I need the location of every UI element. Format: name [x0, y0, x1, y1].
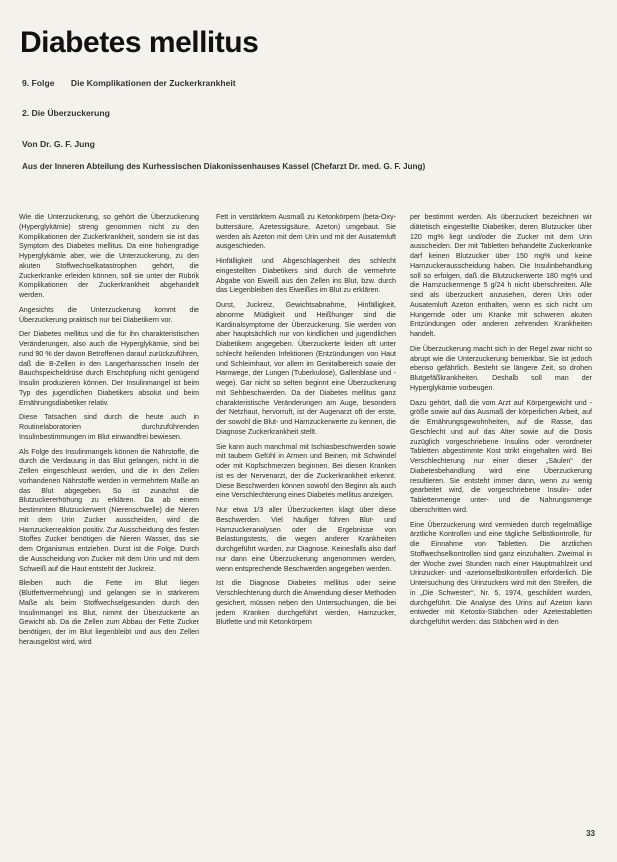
- paragraph: Fett in verstärktem Ausmaß zu Ketonkörpern (beta-Oxy-buttersäure, Azetessigsäure, Azeton) umgebaut. Sie werden als Azeton mit dem Urin und mit der Ausatemluft ausgeschieden.: [216, 213, 396, 251]
- author-line: Von Dr. G. F. Jung: [22, 139, 95, 149]
- paragraph: Der Diabetes mellitus und die für ihn charakteristischen Veränderungen, also auch die Hyperglykämie, sind bei rund 90 % der davon Betroffenen darauf zurückzuführen, daß die B-Zellen in den Langerhansschen Inseln der Bauchspeicheldrüse durch Erschöpfung nicht genügend Insulin produzieren können. Der Insulinmangel ist beim Typ des jugendlichen Diabetikers absolut und beim Ernährungsdiabetiker relativ.: [19, 330, 199, 407]
- paragraph: Dazu gehört, daß die vom Arzt auf Körpergewicht und -größe sowie auf das Ausmaß der körperlichen Arbeit, auf die Ernährungsgewohnheiten, auf die Rasse, das Geschlecht und auf das Alter sowie auf die Dosis zuzüglich vorgeschriebene Insulins oder verordneter Tabletten abgestimmte Kost strikt eingehalten wird. Bei Verschlechterung nur einer dieser „Säulen“ der Diabetesbehandlung wird eine Überzuckerung resultieren. Sie entsteht immer dann, wenn zu wenig gearbeitet wird, die vorgeschriebene Insulin- oder Tablettenmenge unter- und die Nahrungsmenge überschritten wird.: [410, 398, 592, 514]
- paragraph: Diese Tatsachen sind durch die heute auch in Routinelaboratorien durchzuführenden Insulinbestimmungen im Blut einwandfrei bewiesen.: [19, 413, 199, 441]
- series-line: [22, 78, 236, 88]
- paragraph: Bleiben auch die Fette im Blut liegen (Blutfettvermehrung) und gelangen sie in stärkerem Maße als beim Stoffwechselgesunden durch den Insulinmangel ins Blut, nimmt der Überzuckerte an Gewicht ab. Da die Zellen zum Abbau der Fette Zucker benötigen, der im Blut liegenbleibt und aus den Zellen herausgelöst wird, wird: [19, 579, 199, 646]
- paragraph: Durst, Juckreiz, Gewichtsabnahme, Hinfälligkeit, abnorme Müdigkeit und Heißhunger sind die Kardinalsymptome der Überzuckerung. Sie werden von aber hauptsächlich nur von kindlichen und jugendlichen Diabetikern angegeben. Überzuckerte leiden oft unter schlecht heilenden Infektionen (Entzündungen von Haut und Schleimhaut, vor allem im Genitalbereich sowie der Harnwege, der Lungen (Tuberkulose), Gallenblase und -wege). Gar nicht so selten beginnt eine Überzuckerung mit Sehbeschwerden. Da der Diabetes mellitus ganz charakteristische Veränderungen am Auge, besonders der Netzhaut, hervorruft, ist der Augenarzt oft der erste, der sowohl die Blut- und Harnzuckerwerte zu kennen, die Diagnose Zuckerkrankheit stellt.: [216, 301, 396, 436]
- paragraph: Eine Überzuckerung wird vermieden durch regelmäßige ärztliche Kontrollen und eine tägliche Selbstkontrolle, für die Einnahme von Tabletten. Die ärztlichen Stoffwechselkontrollen sind ganz einzuhalten. Zweimal in der Woche zwei Stunden nach einer Hauptmahlzeit und Urinzucker- und -azetonselbstkontrollen erforderlich. Die Untersuchung des Urinzuckers wird mit den Streifen, die in „Die Schwester“, Nr. 5, 1974, geschildert wurden, durchgeführt. Die Analyse des Urins auf Azeton kann entweder mit Ketostix-Stäbchen oder Azetestabletten durchgeführt werden: das Stäbchen wird in den: [410, 520, 592, 626]
- paragraph: Nur etwa 1/3 aller Überzuckerten klagt über diese Beschwerden. Viel häufiger führen Blut- und Harnzuckeranalysen oder die Ergebnisse von Belastungstests, die wegen anderer Krankheiten durchgeführt wurden, zur Diagnose. Keinesfalls also darf nur dann eine Überzuckerung angenommen werden, wenn entsprechende Beschwerden angegeben werden.: [216, 506, 396, 573]
- text-column-1: [19, 213, 199, 653]
- paragraph: Wie die Unterzuckerung, so gehört die Überzuckerung (Hyperglykämie) streng genommen nicht zu den Komplikationen der Zuckerkrankheit, sondern sie ist das Symptom des Diabetes mellitus. Da eine hohengradige Hyperglykämie aber, wie die Unterzuckerung, zu den akuten Stoffwechselkatastrophen gehört, die Zuckerkranke erleiden können, soll sie unter der Rubrik Komplikationen der Zuckerkrankheit abgehandelt werden.: [19, 213, 199, 299]
- affiliation-line: Aus der Inneren Abteilung des Kurhessischen Diakonissenhauses Kassel (Chefarzt Dr. med. G. F. Jung): [22, 162, 426, 171]
- text-column-2: [216, 213, 396, 633]
- series-title: Die Komplikationen der Zuckerkrankheit: [70, 78, 236, 88]
- paragraph: Ist die Diagnose Diabetes mellitus oder seine Verschlechterung durch die Anwendung dieser Methoden gesichert, müssen neben den Untersuchungen, die bei jedem Kranken durchgeführt werden, Harnzucker, Blutfette und mit Ketonkörpern: [216, 579, 396, 627]
- text-column-3: [410, 213, 592, 633]
- part-title: 2. Die Überzuckerung: [22, 108, 110, 118]
- paragraph: Sie kann auch manchmal mit Ischiasbeschwerden sowie mit taubem Gefühl in Armen und Beinen, mit Schwindel oder mit Kopfschmerzen beginnen. Bei diesen Kranken ist es der Nervenarzt, der die Zuckerkrankheit erkennt. Diese Beschwerden können sowohl den Beginn als auch eine Verschlechterung eines Diabetes mellitus anzeigen.: [216, 442, 396, 500]
- paragraph: Die Überzuckerung macht sich in der Regel zwar nicht so abrupt wie die Unterzuckerung bemerkbar. Sie ist jedoch ebenso gefährlich. Besteht sie längere Zeit, so drohen Blutgefäßkrankheiten. Deshalb soll man der Hyperglykämie vorbeugen.: [410, 344, 592, 392]
- article-title: Diabetes mellitus: [20, 26, 259, 59]
- series-number: 9. Folge: [22, 78, 55, 88]
- paragraph: per bestimmt werden. Als überzuckert bezeichnen wir diätetisch eingestellte Diabetiker, deren Blutzucker über 120 mg% liegt und/oder die Zucker mit dem Urin ausscheiden. Der mit Tabletten behandelte Zuckerkranke darf keinen Blutzucker über 150 mg% und keine Harnzuckerausscheidung haben. Die Insulinbehandlung soll so erfolgen, daß die Blutzuckerwerte 180 mg% und die Harnzuckermenge 5 g/24 h nicht überschreiten. Alle sind als überzuckert anzusehen, deren Urin oder Ausatemluft Azeton enthalten, wenn es sich nicht um Hungernde oder um Kranke mit schweren akuten Entzündungen oder anderen zehrenden Krankheiten handelt.: [410, 213, 592, 338]
- paragraph: Als Folge des Insulinmangels können die Nährstoffe, die durch die Verdauung in das Blut gelangen, nicht in die Zellen eingeschleust werden, und die in den Zellen vorhandenen Nährstoffe werden in vermehrtem Maße an das Blut abgegeben. So ist zunächst die Blutzuckererhöhung zu erklären. Da ab einem bestimmten Blutzuckerwert (Nierenschwelle) die Nieren mit dem Urin Zucker ausscheiden, wird die Harnzuckerreaktion positiv. Zur Ausscheidung des festen Stoffes Zucker benötigen die Nieren Wasser, das sie dem Organismus entziehen. Durst ist die Folge. Durch die Ausscheidung von Zucker mit dem Urin und mit dem Schweiß auf die Haut entsteht der Juckreiz.: [19, 447, 199, 573]
- page-number: 33: [586, 829, 595, 838]
- paragraph: Hinfälligkeit und Abgeschlagenheit des schlecht eingestellten Diabetikers sind durch die vermehrte Abgabe von Eiweiß aus den Zellen ins Blut, bzw. durch das Liegenbleiben des Eiweißes im Blut zu erklären.: [216, 257, 396, 295]
- paragraph: Angesichts die Unterzuckerung kommt die Überzuckerung praktisch nur bei Diabetikern vor.: [19, 305, 199, 324]
